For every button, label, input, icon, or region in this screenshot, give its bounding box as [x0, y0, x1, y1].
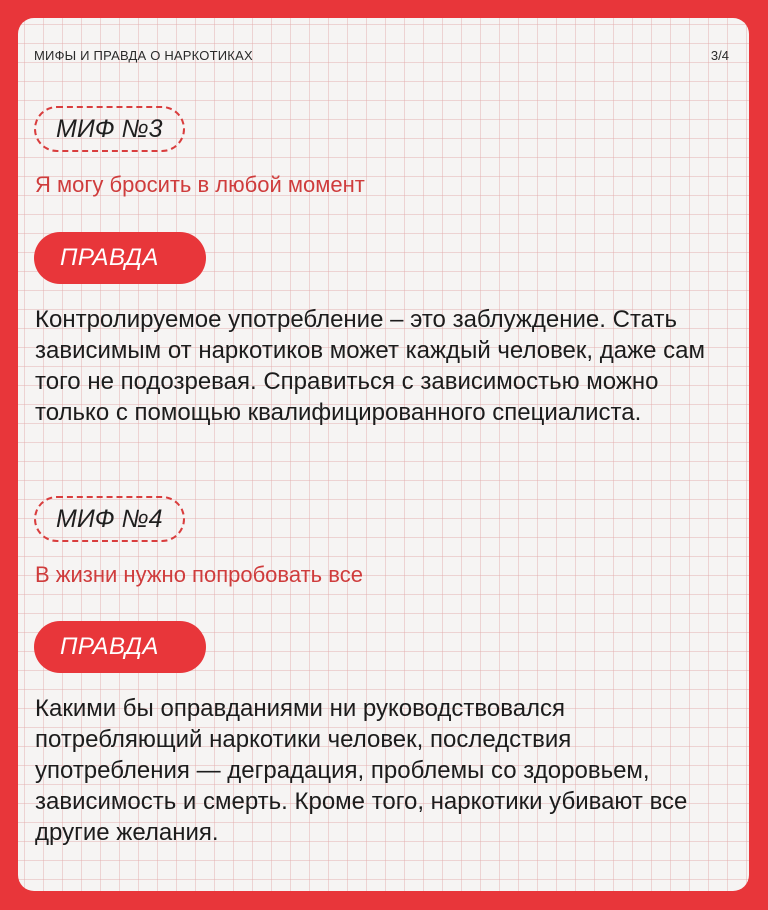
content-card — [18, 18, 749, 891]
myth-3-badge: МИФ №3 — [34, 106, 185, 152]
truth-1-text: Контролируемое употребление – это заблуждение. Стать зависимым от наркотиков может каждый человек, даже сам того не подозревая. Справиться с зависимостью можно только с помощью квалифицированного специалиста. — [35, 306, 705, 426]
page-indicator: 3/4 — [710, 48, 729, 63]
myth-4-badge: МИФ №4 — [34, 496, 185, 542]
truth-1-badge: ПРАВДА — [34, 232, 206, 284]
myth-3-statement: Я могу бросить в любой момент — [35, 172, 365, 197]
truth-2-badge: ПРАВДА — [34, 621, 206, 673]
header-title: МИФЫ И ПРАВДА О НАРКОТИКАХ — [34, 48, 253, 63]
myth-4-statement: В жизни нужно попробовать все — [35, 562, 363, 587]
truth-2-text: Какими бы оправданиями ни руководствовался потребляющий наркотики человек, последствия употребления — деградация, проблемы со здоровьем, зависимость и смерть. Кроме того, наркотики убивают все другие желания. — [35, 695, 688, 846]
